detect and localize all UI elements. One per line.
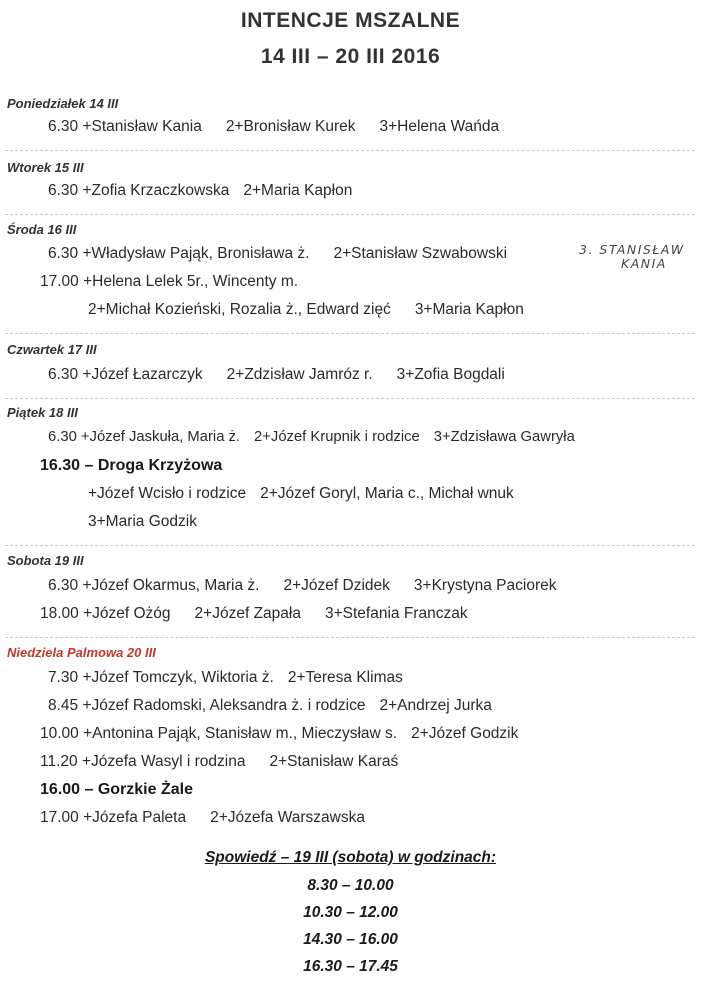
divider: [5, 214, 695, 215]
intention: 10.00 +Antonina Pająk, Stanisław m., Mieczysław s.: [40, 725, 398, 742]
intention: 2+Józef Dzidek: [283, 577, 390, 594]
intention: 3+Zofia Bogdali: [396, 366, 505, 383]
day-heading-saturday: Sobota 19 III: [7, 553, 84, 568]
intention: 3+Krystyna Paciorek: [413, 577, 557, 594]
mass-line: [88, 301, 524, 319]
intention: 2+Józef Godzik: [411, 725, 519, 742]
intention: 8.45 +Józef Radomski, Aleksandra ż. i rodzice: [48, 697, 366, 714]
intention: 2+Teresa Klimas: [287, 669, 403, 686]
divider: [5, 333, 695, 334]
mass-line: [48, 182, 352, 200]
intention: 6.30 +Władysław Pająk, Bronisława ż.: [48, 245, 310, 262]
mass-line: [48, 429, 575, 445]
devotion-line: [40, 781, 193, 799]
mass-line: [48, 366, 505, 384]
handwritten-note-line: 3. STANISŁAW: [579, 242, 685, 257]
document-dates: 14 III – 20 III 2016: [260, 45, 441, 68]
mass-line: [88, 485, 514, 503]
confession-time: 14.30 – 16.00: [303, 931, 398, 948]
intention: 3+Maria Kapłon: [414, 301, 524, 318]
intention: 6.30 +Stanisław Kania: [48, 118, 202, 135]
devotion-title: 16.00 – Gorzkie Żale: [40, 781, 193, 798]
intention: 17.00 +Helena Lelek 5r., Wincenty m.: [40, 273, 299, 290]
divider: [5, 398, 695, 399]
intention: 6.30 +Zofia Krzaczkowska: [48, 182, 230, 199]
confession-time: 16.30 – 17.45: [303, 958, 398, 975]
intention: 3+Zdzisława Gawryła: [433, 429, 575, 445]
mass-line: [88, 513, 197, 531]
day-heading-wednesday: Środa 16 III: [7, 222, 77, 237]
intention: 2+Stanisław Szwabowski: [333, 245, 508, 262]
intention: 6.30 +Józef Jaskuła, Maria ż.: [48, 429, 241, 445]
day-heading-thursday: Czwartek 17 III: [7, 342, 97, 357]
mass-line: [40, 605, 468, 623]
mass-line: [48, 118, 499, 136]
day-heading-sunday: Niedziela Palmowa 20 III: [7, 645, 156, 660]
mass-line: [48, 669, 403, 687]
intention: 2+Andrzej Jurka: [379, 697, 492, 714]
intention: 2+Józef Krupnik i rodzice: [254, 429, 420, 445]
day-heading-friday: Piątek 18 III: [7, 405, 78, 420]
divider: [5, 150, 695, 151]
handwritten-note: [579, 243, 685, 271]
intention: 2+Zdzisław Jamróz r.: [226, 366, 373, 383]
intention: 11.20 +Józefa Wasyl i rodzina: [40, 753, 246, 770]
intention: 17.00 +Józefa Paleta: [40, 809, 187, 826]
day-heading-monday: Poniedziałek 14 III: [7, 96, 119, 111]
intention: 6.30 +Józef Okarmus, Maria ż.: [48, 577, 260, 594]
confession-time: 8.30 – 10.00: [307, 877, 394, 894]
mass-line: [48, 577, 556, 595]
mass-line: [48, 245, 507, 263]
intention: 7.30 +Józef Tomczyk, Wiktoria ż.: [48, 669, 274, 686]
intention: 2+Józef Zapała: [194, 605, 301, 622]
divider: [5, 545, 695, 546]
confession-heading: Spowiedź – 19 III (sobota) w godzinach:: [204, 849, 497, 866]
day-heading-tuesday: Wtorek 15 III: [7, 160, 84, 175]
handwritten-note-line: KANIA: [621, 256, 667, 271]
intention: 2+Bronisław Kurek: [225, 118, 356, 135]
intention: 2+Maria Kapłon: [243, 182, 353, 199]
intention: 2+Józef Goryl, Maria c., Michał wnuk: [260, 485, 514, 502]
intention: 3+Maria Godzik: [88, 513, 197, 530]
mass-line: [48, 697, 492, 715]
devotion-title: 16.30 – Droga Krzyżowa: [40, 457, 223, 474]
intention: 3+Helena Wańda: [379, 118, 500, 135]
document-title: INTENCJE MSZALNE: [240, 9, 461, 32]
intention: 3+Stefania Franczak: [324, 605, 468, 622]
intention: 18.00 +Józef Ożóg: [40, 605, 171, 622]
mass-line: [40, 273, 298, 291]
confession-time: 10.30 – 12.00: [303, 904, 398, 921]
intention: 2+Michał Kozieński, Rozalia ż., Edward zięć: [88, 301, 391, 318]
divider: [5, 637, 695, 638]
devotion-line: [40, 457, 222, 475]
intention: 2+Józefa Warszawska: [210, 809, 365, 826]
mass-line: [40, 725, 518, 743]
mass-line: [40, 809, 365, 827]
intention: 2+Stanisław Karaś: [269, 753, 399, 770]
mass-line: [40, 753, 398, 771]
intention: +Józef Wcisło i rodzice: [88, 485, 247, 502]
intention: 6.30 +Józef Łazarczyk: [48, 366, 203, 383]
